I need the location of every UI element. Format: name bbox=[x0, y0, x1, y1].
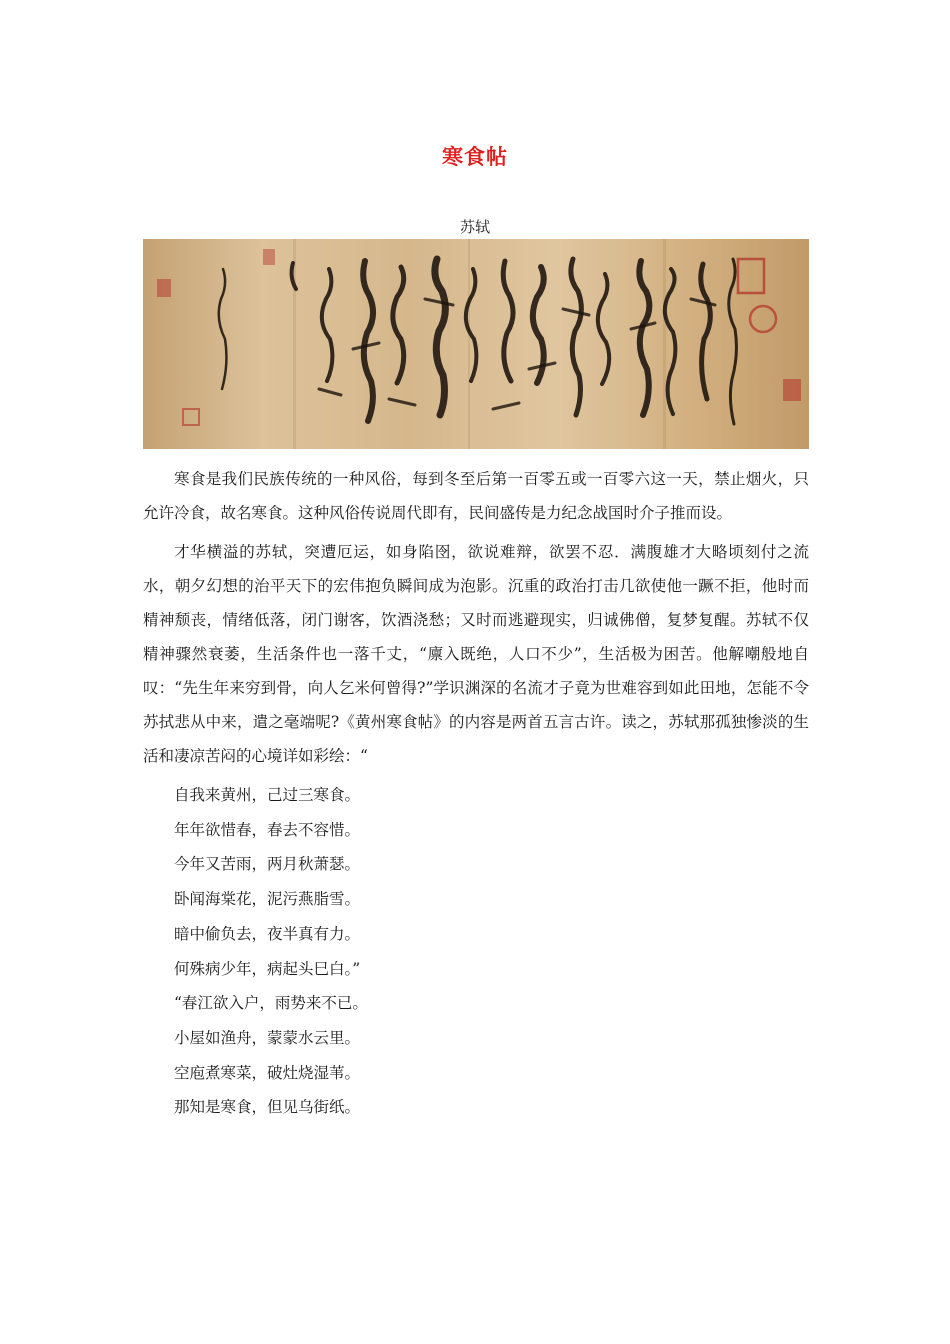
poem-line: “春江欲入户，雨势来不已。 bbox=[174, 994, 368, 1013]
poem-line: 今年又苦雨，两月秋萧瑟。 bbox=[174, 855, 361, 874]
document-title: 寒食帖 bbox=[442, 144, 508, 169]
poem-block bbox=[143, 778, 809, 1125]
calligraphy-artwork bbox=[143, 239, 809, 449]
article-body bbox=[143, 462, 809, 1125]
poem-line: 自我来黄州，己过三寒食。 bbox=[174, 786, 361, 804]
poem-line: 那知是寒食，但见乌街纸。 bbox=[174, 1098, 361, 1117]
poem-line: 小屋如渔舟，蒙蒙水云里。 bbox=[174, 1028, 361, 1047]
calligraphy-scroll-image bbox=[143, 239, 809, 449]
paragraph: 才华横溢的苏轼，突遭厄运，如身陷囹，欲说难辩，欲罢不忍．满腹雄才大略顷刻付之流水，朝夕幻想的治平天下的宏伟抱负瞬间成为泡影。沉重的政治打击几欲使他一蹶不拒，他时而精神颓丧，情绪低落，闭门谢客，饮酒浇愁；又时而逃避现实，归诚佛僧，复梦复醒。苏轼不仅精神骤然衰萎，生活条件也一落千丈，“廪入既绝，人口不少”，生活极为困苦。他解嘲般地自叹：“先生年来穷到骨，向人乞米何曾得?”学识渊深的名流才子竟为世难容到如此田地，怎能不令苏拭悲从中来，遣之毫端呢?《黄州寒食帖》的内容是两首五言古许。读之，苏轼那孤独惨淡的生活和凄凉苦闷的心境详如彩绘：“ bbox=[143, 543, 809, 765]
author-name: 苏轼 bbox=[459, 218, 490, 236]
paragraph: 寒食是我们民族传统的一种风俗，每到冬至后第一百零五或一百零六这一天，禁止烟火，只允许冷食，故名寒食。这种风俗传说周代即有，民间盛传是力纪念战国时介子推而设。 bbox=[143, 470, 809, 522]
poem-line: 暗中偷负去，夜半真有力。 bbox=[174, 924, 361, 943]
poem-line: 年年欲惜春，春去不容惜。 bbox=[174, 820, 361, 839]
poem-line: 何殊病少年，病起头巳白。” bbox=[174, 959, 361, 978]
poem-line: 卧闻海棠花，泥污燕脂雪。 bbox=[174, 890, 361, 909]
poem-line: 空庖煮寒菜，破灶烧湿苇。 bbox=[174, 1063, 361, 1082]
